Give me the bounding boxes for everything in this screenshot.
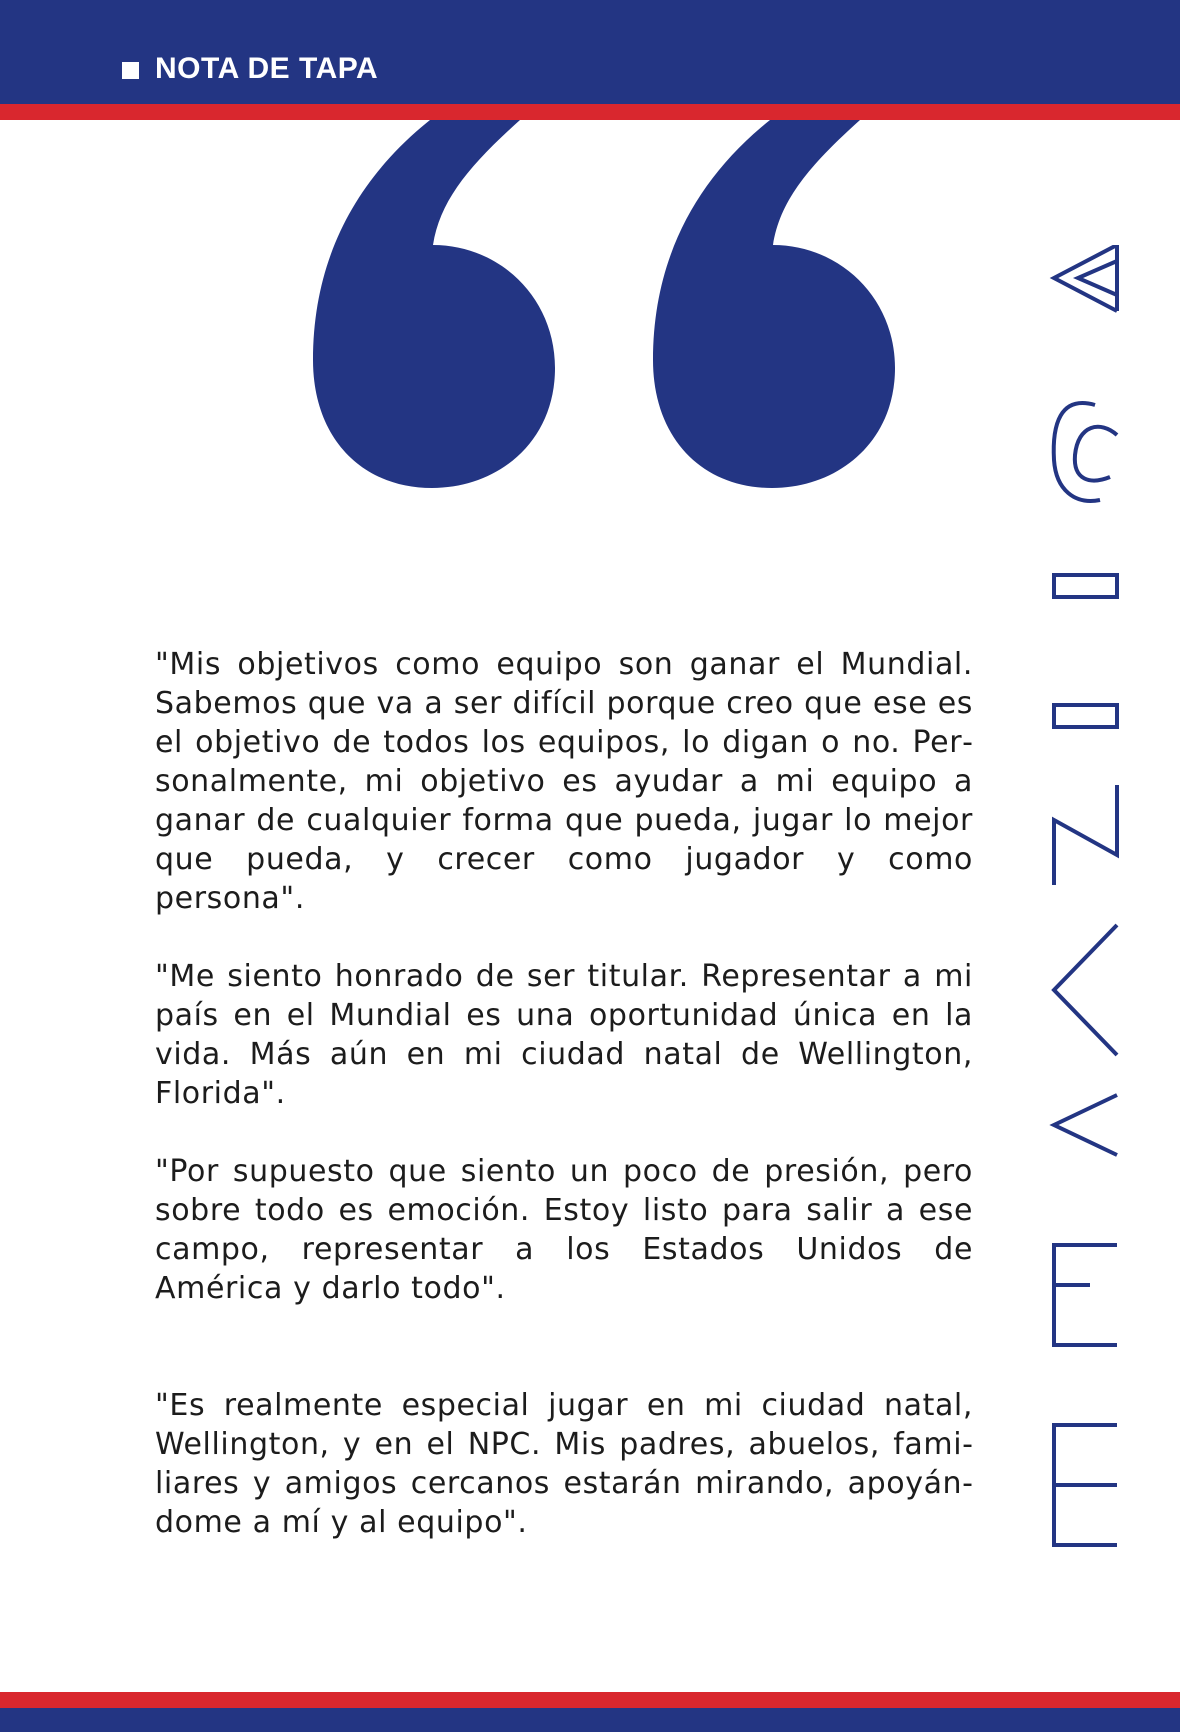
section-label: NOTA DE TAPA <box>155 52 379 85</box>
footer-accent-stripe <box>0 1692 1180 1708</box>
vertical-outline-word <box>1040 245 1180 1555</box>
quote-body <box>155 645 973 1542</box>
section-marker-square-icon <box>122 62 139 79</box>
quote-paragraph: "Es realmente especial jugar en mi ciudad natal, Wellington, y en el NPC. Mis padres, abuelos, familiares y amigos cercanos estarán mirando, apoyándome a mí y al equipo". <box>155 1388 973 1540</box>
open-quote-icon <box>300 120 930 500</box>
footer-bar <box>0 1708 1180 1732</box>
quote-paragraph: "Mis objetivos como equipo son ganar el Mundial. Sabemos que va a ser difícil porque creo que ese es el objetivo de todos los equipos, lo digan o no. Personalmente, mi objetivo es ayudar a mi equipo a ganar de cualquier forma que pueda, jugar lo mejor que pueda, y crecer como jugador y como persona". <box>155 647 973 916</box>
quote-paragraph: "Por supuesto que siento un poco de presión, pero sobre todo es emoción. Estoy listo para salir a ese campo, representar a los Estados Unidos de América y darlo todo". <box>155 1154 973 1306</box>
quote-paragraph: "Me siento honrado de ser titular. Representar a mi país en el Mundial es una oportunidad única en la vida. Más aún en mi ciudad natal de Wellington, Florida". <box>155 959 973 1111</box>
header-accent-stripe <box>0 104 1180 120</box>
